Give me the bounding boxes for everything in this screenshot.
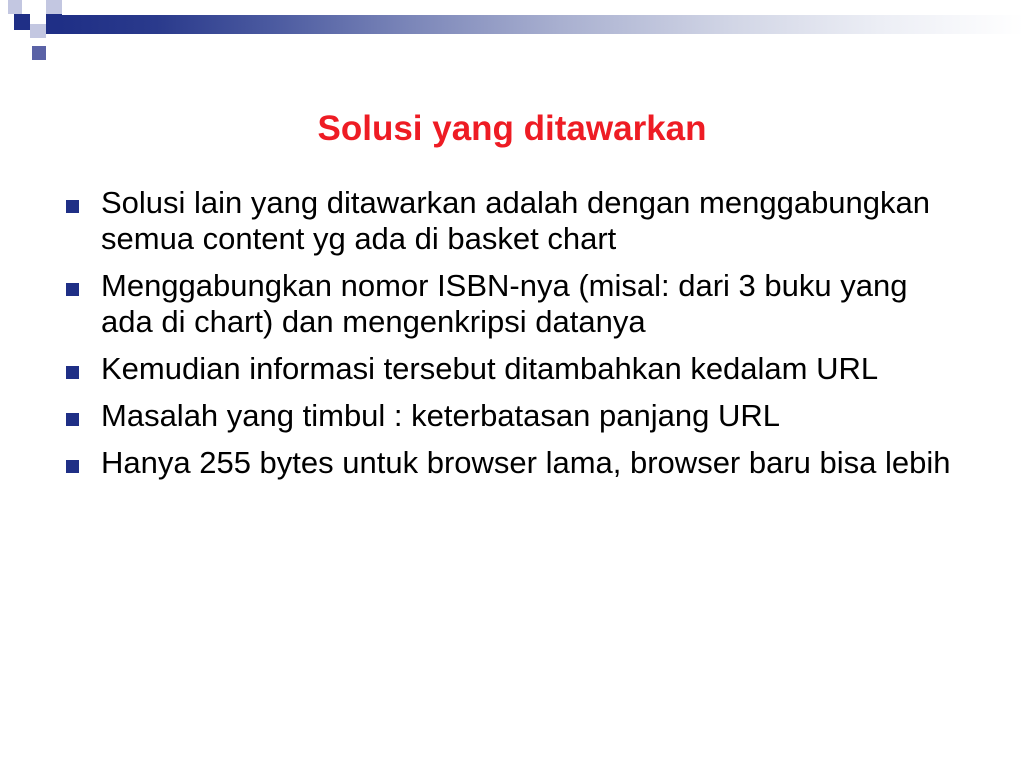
bullet-text: Masalah yang timbul : keterbatasan panjang URL [101, 398, 780, 433]
decor-square-4 [30, 24, 46, 38]
list-item [66, 351, 956, 387]
decor-square-6 [32, 46, 46, 60]
square-bullet-icon [66, 366, 79, 379]
bullet-list [66, 185, 956, 492]
bullet-text: Solusi lain yang ditawarkan adalah dengan menggabungkan semua content yg ada di basket chart [101, 185, 931, 256]
header-band [60, 15, 1024, 34]
bullet-text: Kemudian informasi tersebut ditambahkan kedalam URL [101, 351, 879, 386]
decor-square-2 [14, 14, 30, 30]
square-bullet-icon [66, 460, 79, 473]
slide-title: Solusi yang ditawarkan [317, 109, 707, 148]
decor-square-3 [46, 0, 62, 14]
list-item [66, 268, 956, 340]
square-bullet-icon [66, 200, 79, 213]
decor-square-1 [8, 0, 22, 14]
list-item [66, 398, 956, 434]
list-item [66, 185, 956, 257]
list-item [66, 445, 956, 481]
square-bullet-icon [66, 413, 79, 426]
bullet-text: Hanya 255 bytes untuk browser lama, browser baru bisa lebih [101, 445, 951, 480]
square-bullet-icon [66, 283, 79, 296]
bullet-text: Menggabungkan nomor ISBN-nya (misal: dari 3 buku yang ada di chart) dan mengenkripsi datanya [101, 268, 908, 339]
